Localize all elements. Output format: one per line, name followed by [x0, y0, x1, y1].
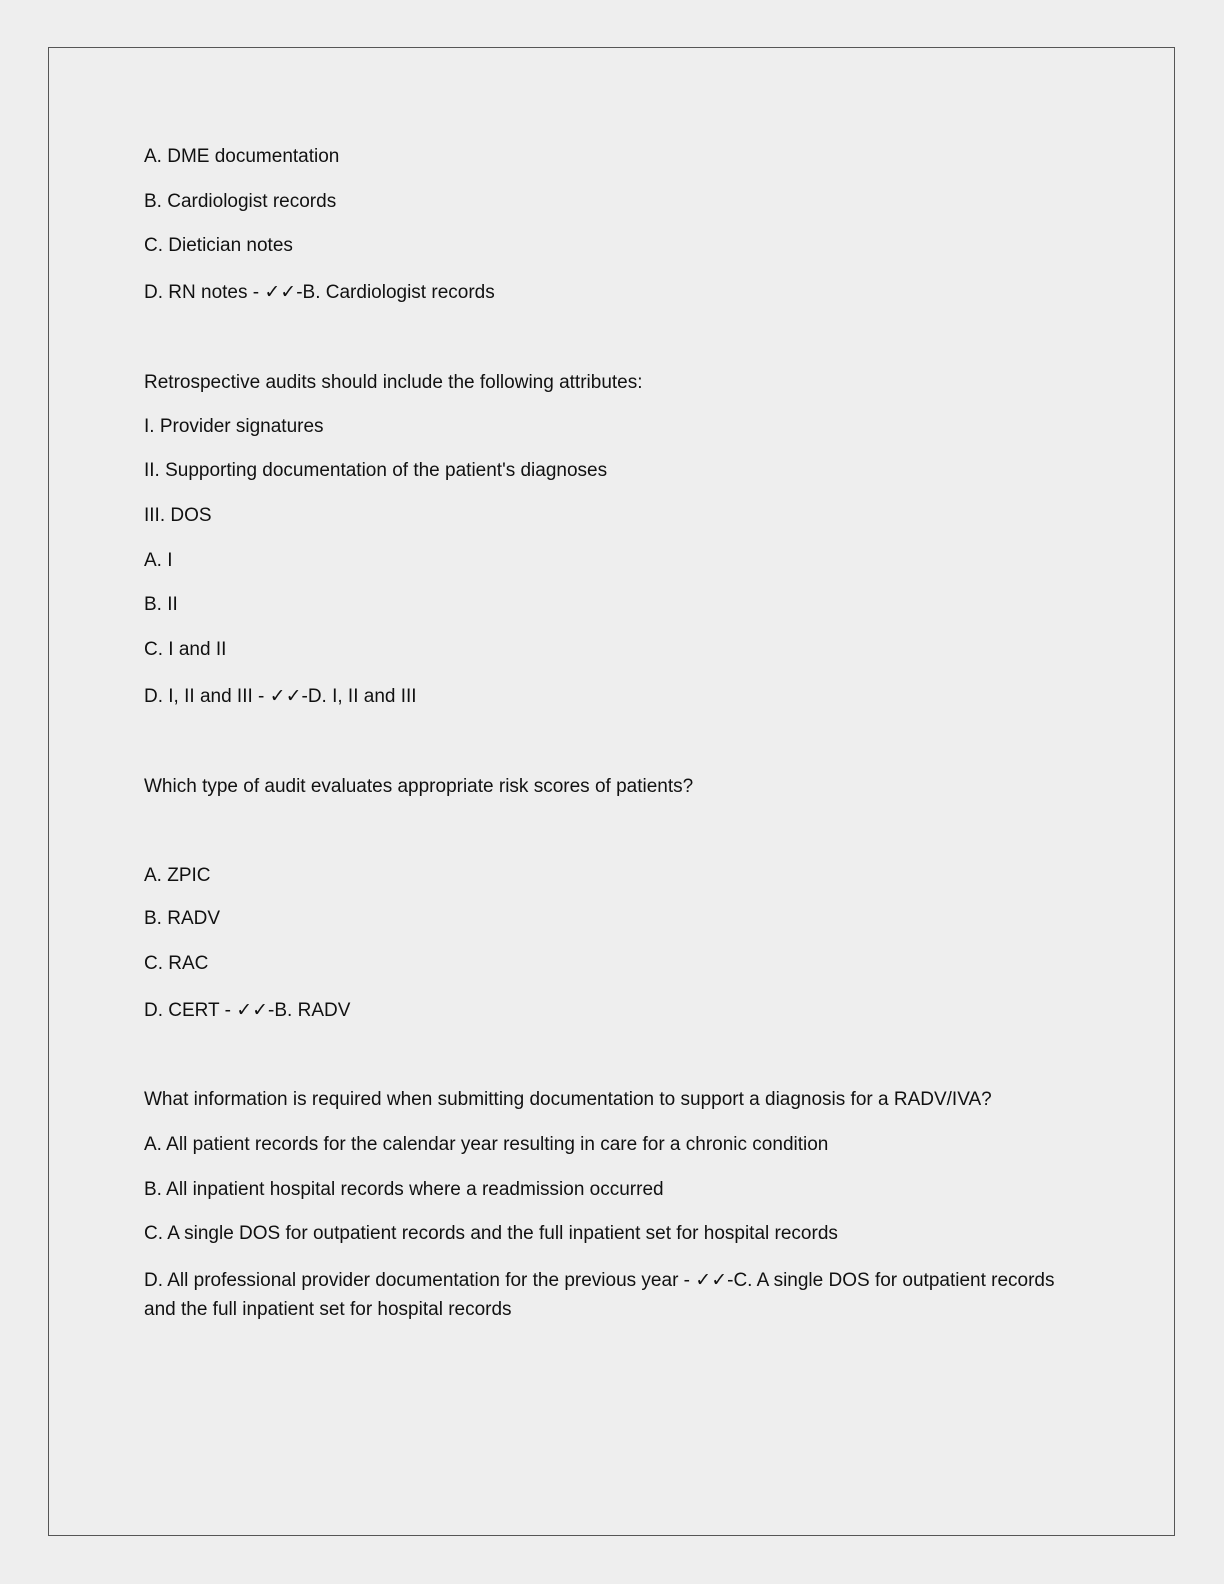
- q2-option-a: A. I: [144, 550, 173, 571]
- q3-option-a: A. ZPIC: [144, 865, 211, 886]
- q3-option-c: C. RAC: [144, 953, 209, 974]
- q2-option-b: B. II: [144, 594, 178, 615]
- q4-option-c: C. A single DOS for outpatient records and the full inpatient set for hospital records: [144, 1223, 838, 1244]
- q1-option-d-answer: D. RN notes - ✓✓-B. Cardiologist records: [144, 282, 495, 303]
- q3-option-b: B. RADV: [144, 908, 221, 929]
- q2-option-c: C. I and II: [144, 639, 227, 660]
- q4-option-a: A. All patient records for the calendar year resulting in care for a chronic condition: [144, 1134, 829, 1155]
- q1-option-b: B. Cardiologist records: [144, 191, 337, 212]
- q1-option-a: A. DME documentation: [144, 146, 340, 167]
- q4-question: What information is required when submitting documentation to support a diagnosis for a RADV/IVA?: [144, 1089, 992, 1110]
- q2-attribute-iii: III. DOS: [144, 505, 212, 526]
- q2-attribute-i: I. Provider signatures: [144, 416, 324, 437]
- q2-attribute-ii: II. Supporting documentation of the patient's diagnoses: [144, 460, 608, 481]
- q1-option-c: C. Dietician notes: [144, 235, 293, 256]
- q4-option-d-answer: D. All professional provider documentation for the previous year - ✓✓-C. A single DOS for outpatient records and the full inpatient set for hospital records: [144, 1270, 1055, 1320]
- q2-option-d-answer: D. I, II and III - ✓✓-D. I, II and III: [144, 686, 417, 707]
- q2-question: Retrospective audits should include the following attributes:: [144, 372, 643, 393]
- q3-option-d-answer: D. CERT - ✓✓-B. RADV: [144, 1000, 351, 1021]
- q3-question: Which type of audit evaluates appropriate risk scores of patients?: [144, 776, 694, 797]
- q4-option-b: B. All inpatient hospital records where a readmission occurred: [144, 1179, 664, 1200]
